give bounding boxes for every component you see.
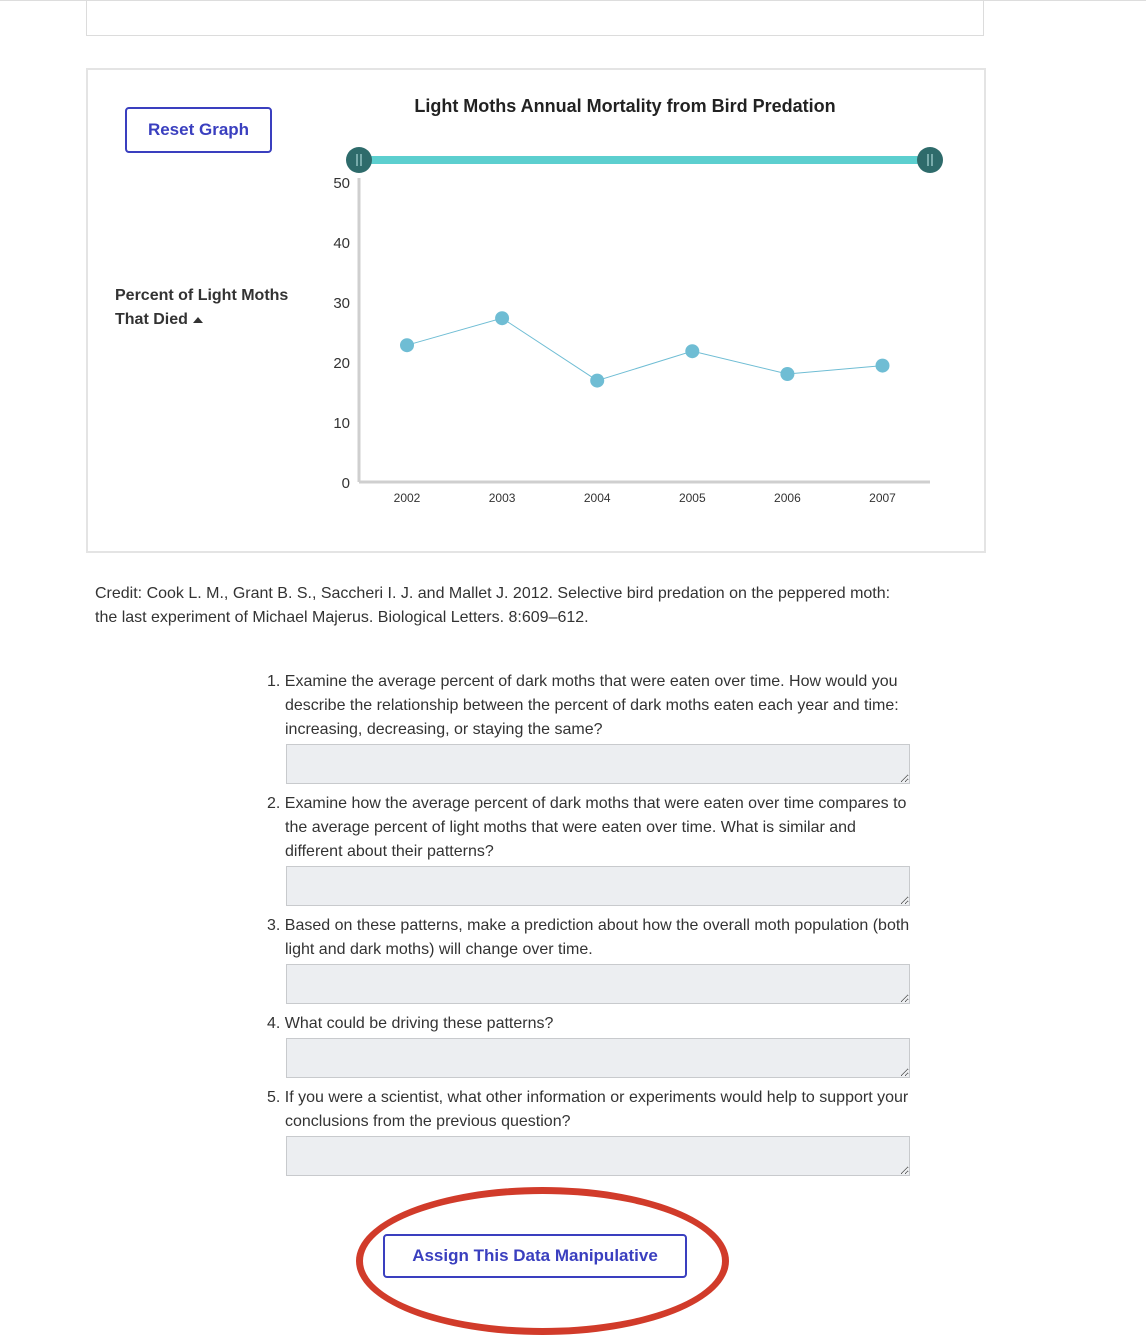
x-tick-label: 2006 — [774, 491, 801, 505]
data-point[interactable] — [685, 344, 699, 358]
y-axis-label-text: Percent of Light Moths That Died — [115, 287, 289, 328]
data-point[interactable] — [780, 367, 794, 381]
question-4 — [267, 1012, 912, 1036]
answer-field-2[interactable] — [286, 866, 910, 906]
data-point[interactable] — [400, 338, 414, 352]
x-tick-label: 2004 — [583, 491, 611, 505]
x-tick-label: 2002 — [393, 491, 421, 505]
question-2 — [267, 792, 912, 864]
question-4-text: 4. What could be driving these patterns? — [267, 1015, 554, 1032]
range-slider-start-handle[interactable] — [346, 147, 372, 173]
data-point[interactable] — [590, 374, 604, 388]
credit-text: Credit: Cook L. M., Grant B. S., Saccheri I. J. and Mallet J. 2012. Selective bird predation on the peppered moth: the last experiment of Michael Majerus. Biological Letters. 8:609–612. — [95, 585, 891, 626]
y-tick-label: 20 — [333, 355, 350, 372]
chart-title: Light Moths Annual Mortality from Bird Predation — [414, 96, 836, 116]
answer-field-3[interactable] — [286, 964, 910, 1004]
x-tick-label: 2003 — [488, 491, 516, 505]
question-3-text: 3. Based on these patterns, make a prediction about how the overall moth population (both light and dark moths) will change over time. — [267, 917, 910, 958]
question-1 — [267, 670, 912, 742]
question-2-text: 2. Examine how the average percent of dark moths that were eaten over time compares to the average percent of light moths that were eaten over time. What is similar and different about their patterns? — [267, 795, 907, 860]
question-3 — [267, 914, 912, 962]
line-chart — [0, 0, 1146, 560]
y-tick-label: 0 — [341, 475, 350, 492]
answer-field-4[interactable] — [286, 1038, 910, 1078]
question-5 — [267, 1086, 912, 1134]
data-point[interactable] — [876, 359, 890, 373]
reset-graph-button[interactable]: Reset Graph — [125, 107, 272, 153]
x-tick-label: 2007 — [869, 491, 896, 505]
y-tick-label: 40 — [333, 235, 350, 252]
y-tick-label: 50 — [333, 175, 350, 192]
range-slider-end-handle[interactable] — [917, 147, 943, 173]
y-tick-label: 10 — [333, 415, 350, 432]
x-tick-label: 2005 — [678, 491, 706, 505]
series-line — [407, 318, 883, 380]
y-tick-label: 30 — [333, 295, 350, 312]
question-5-text: 5. If you were a scientist, what other information or experiments would help to support your conclusions from the previous question? — [267, 1089, 909, 1130]
question-1-text: 1. Examine the average percent of dark moths that were eaten over time. How would you describe the relationship between the percent of dark moths eaten each year and time: increasing, decreasing, or staying the same? — [267, 673, 899, 738]
assign-data-manipulative-button[interactable]: Assign This Data Manipulative — [383, 1234, 687, 1278]
answer-field-1[interactable] — [286, 744, 910, 784]
data-point[interactable] — [495, 311, 509, 325]
answer-field-5[interactable] — [286, 1136, 910, 1176]
